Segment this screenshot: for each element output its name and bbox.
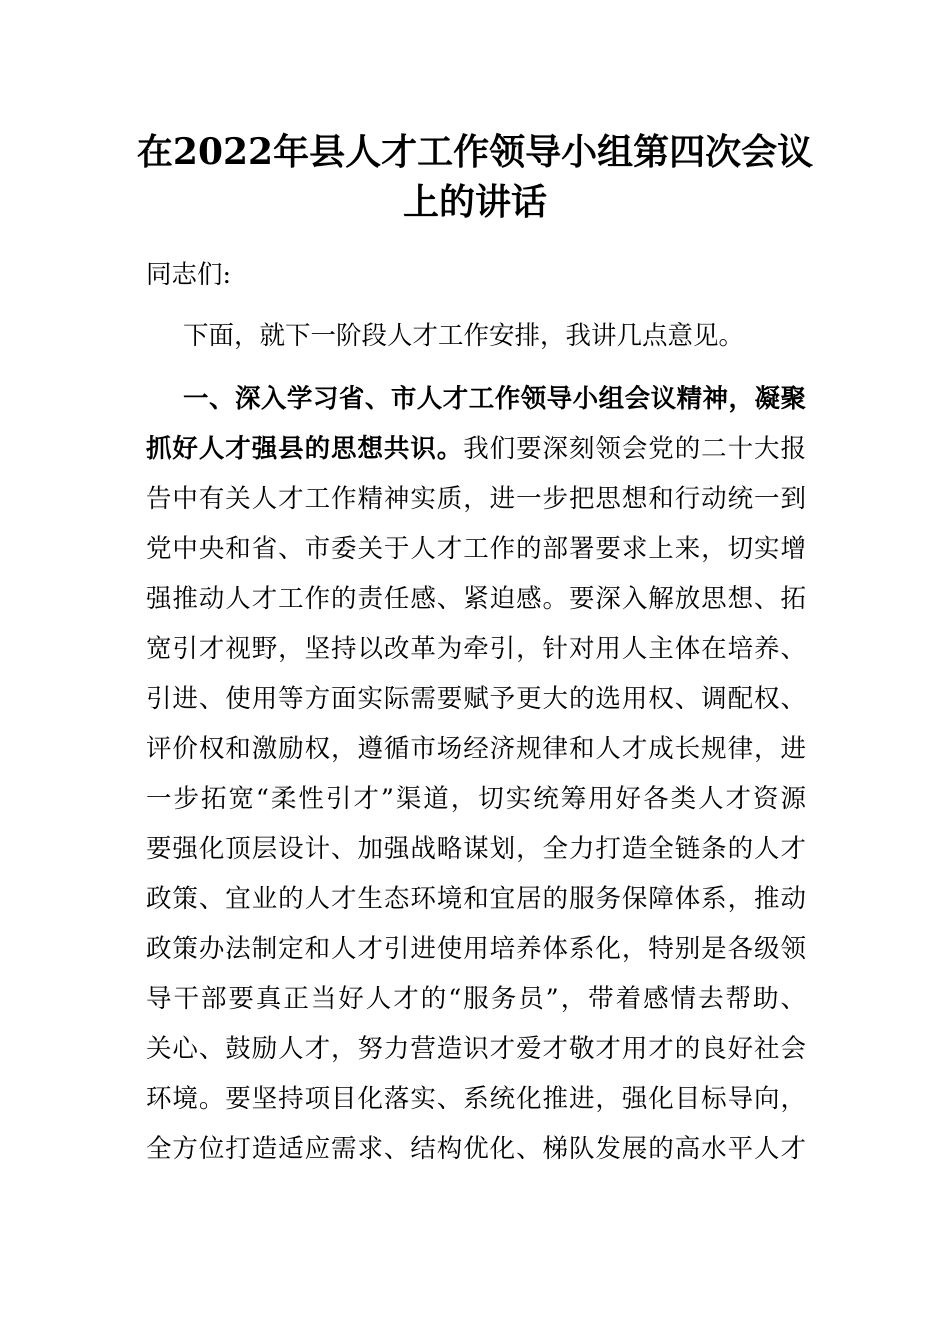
body-line: 宽引才视野，坚持以改革为牵引，针对用人主体在培养、 (146, 634, 806, 664)
body-line: 政策办法制定和人才引进使用培养体系化，特别是各级领 (146, 934, 806, 964)
document-title-line-1: 在2022年县人才工作领导小组第四次会议 (136, 131, 814, 173)
body-line: 要强化顶层设计、加强战略谋划，全力打造全链条的人才 (146, 834, 806, 864)
salutation: 同志们: (146, 260, 232, 290)
body-line: 一步拓宽“柔性引才”渠道，切实统筹用好各类人才资源 (146, 784, 806, 814)
section-1-body-start: 我们要深刻领会党的二十大报 (463, 434, 806, 464)
body-line: 引进、使用等方面实际需要赋予更大的选用权、调配权、 (146, 684, 806, 714)
document-title-line-2: 上的讲话 (402, 181, 547, 223)
section-1-heading: 一、深入学习省、市人才工作领导小组会议精神，凝聚 (183, 384, 806, 414)
body-line: 党中央和省、市委关于人才工作的部署要求上来，切实增 (146, 534, 806, 564)
intro-paragraph: 下面，就下一阶段人才工作安排，我讲几点意见。 (183, 321, 745, 351)
body-line: 环境。要坚持项目化落实、系统化推进，强化目标导向， (146, 1084, 806, 1114)
body-line: 全方位打造适应需求、结构优化、梯队发展的高水平人才 (146, 1134, 806, 1164)
section-1-heading-continued (146, 431, 806, 467)
section-1-heading-end: 抓好人才强县的思想共识。 (146, 434, 464, 464)
body-line: 评价权和激励权，遵循市场经济规律和人才成长规律，进 (146, 734, 806, 764)
body-line: 导干部要真正当好人才的“服务员”，带着感情去帮助、 (146, 984, 806, 1014)
body-line: 强推动人才工作的责任感、紧迫感。要深入解放思想、拓 (146, 584, 806, 614)
body-line: 政策、宜业的人才生态环境和宜居的服务保障体系，推动 (146, 884, 806, 914)
body-line: 告中有关人才工作精神实质，进一步把思想和行动统一到 (146, 484, 806, 514)
body-line: 关心、鼓励人才，努力营造识才爱才敬才用才的良好社会 (146, 1034, 806, 1064)
